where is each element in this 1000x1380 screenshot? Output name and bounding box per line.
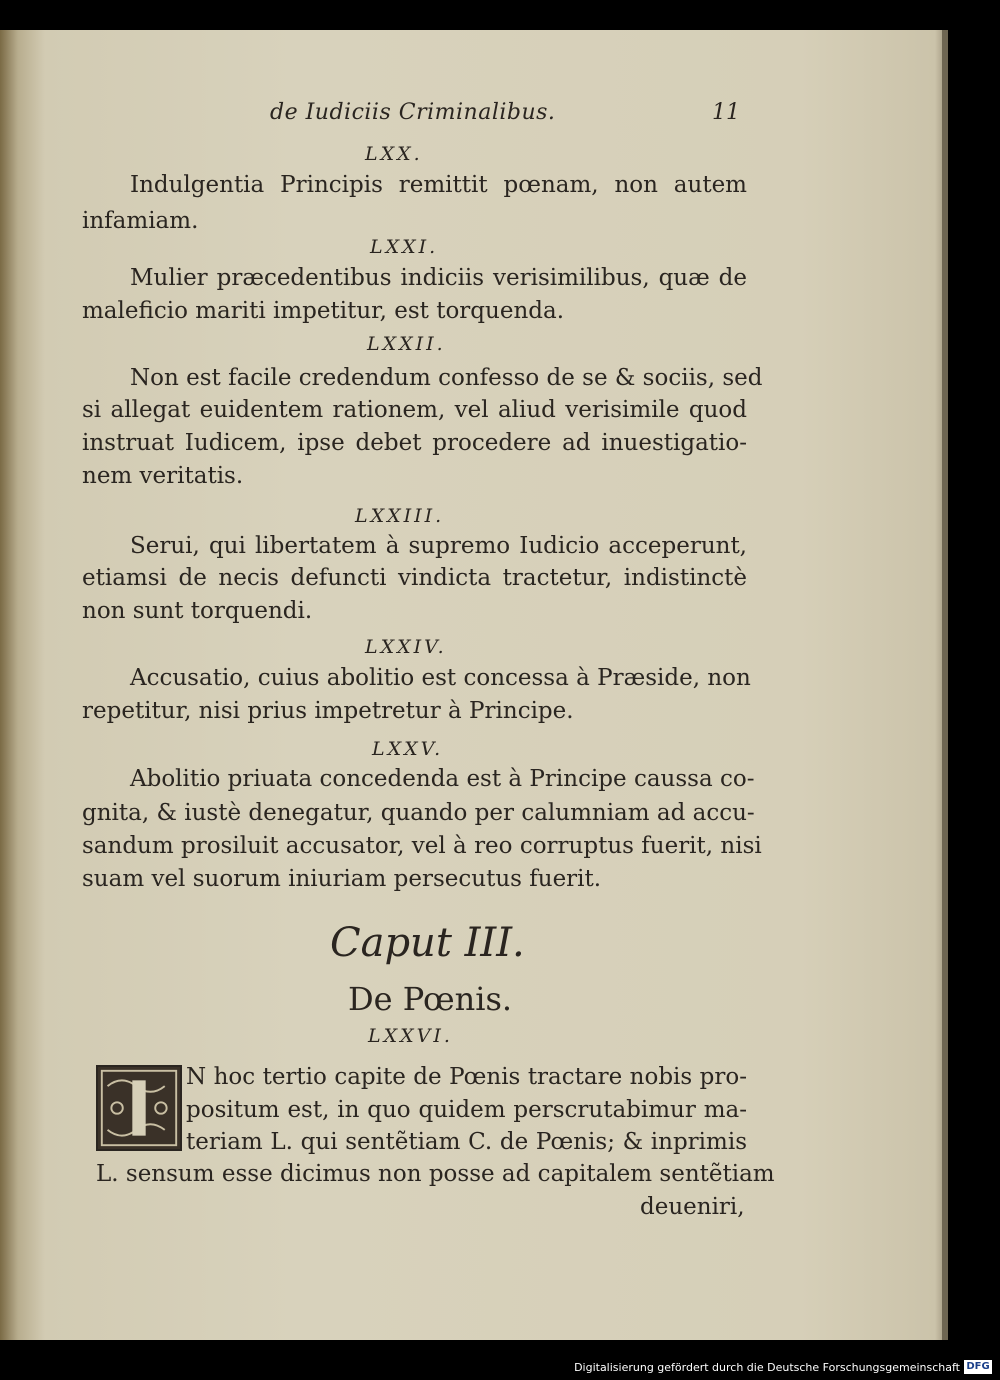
text-line: sandum prosiluit accusator, vel à reo corruptus fuerit, nisi: [82, 833, 762, 859]
digitization-credit: Digitalisierung gefördert durch die Deutsche Forschungsgemeinschaft: [574, 1361, 960, 1374]
text-line: etiamsi de necis defuncti vindicta tractetur, indistinctè: [82, 565, 747, 591]
ornament-icon: [98, 1067, 180, 1149]
section-number: LXXV.: [372, 738, 444, 760]
dfg-logo: DFG: [964, 1360, 992, 1374]
text-line: Accusatio, cuius abolitio est concessa à Præside, non: [130, 665, 751, 691]
running-title: de Iudiciis Criminalibus.: [270, 100, 556, 125]
text-line: Serui, qui libertatem à supremo Iudicio acceperunt,: [130, 533, 747, 559]
text-line: repetitur, nisi prius impetretur à Principe.: [82, 698, 574, 724]
text-line: teriam L. qui sentẽtiam C. de Pœnis; & inprimis: [186, 1129, 747, 1155]
text-line: nem veritatis.: [82, 463, 244, 489]
text-line: Abolitio priuata concedenda est à Principe caussa co-: [130, 766, 755, 792]
text-line: suam vel suorum iniuriam persecutus fuerit.: [82, 866, 602, 892]
text-line: instruat Iudicem, ipse debet procedere ad inuestigatio-: [82, 430, 747, 456]
text-line: maleficio mariti impetitur, est torquenda.: [82, 298, 565, 324]
section-number: LXXII.: [367, 333, 446, 355]
decorated-initial-letter: [96, 1065, 182, 1151]
text-line: gnita, & iustè denegatur, quando per calumniam ad accu-: [82, 800, 755, 826]
text-line: Indulgentia Principis remittit pœnam, non autem: [130, 172, 747, 198]
section-number: LXXIV.: [365, 636, 447, 658]
chapter-subtitle: De Pœnis.: [348, 980, 513, 1018]
section-number: LXXVI.: [368, 1025, 453, 1047]
chapter-title: Caput III.: [330, 920, 525, 966]
text-line: N hoc tertio capite de Pœnis tractare nobis pro-: [186, 1064, 747, 1090]
text-line: L. sensum esse dicimus non posse ad capitalem sentẽtiam: [96, 1161, 775, 1187]
section-number: LXXIII.: [355, 505, 445, 527]
catchword: deueniri,: [640, 1194, 745, 1220]
text-line: infamiam.: [82, 208, 199, 234]
text-line: si allegat euidentem rationem, vel aliud verisimile quod: [82, 397, 747, 423]
text-line: non sunt torquendi.: [82, 598, 313, 624]
text-line: Non est facile credendum confesso de se & sociis, sed: [130, 365, 763, 391]
section-number: LXXI.: [370, 236, 439, 258]
page-number: 11: [712, 100, 740, 125]
text-line: Mulier præcedentibus indiciis verisimilibus, quæ de: [130, 265, 747, 291]
text-line: positum est, in quo quidem perscrutabimur ma-: [186, 1097, 747, 1123]
section-number: LXX.: [365, 143, 423, 165]
